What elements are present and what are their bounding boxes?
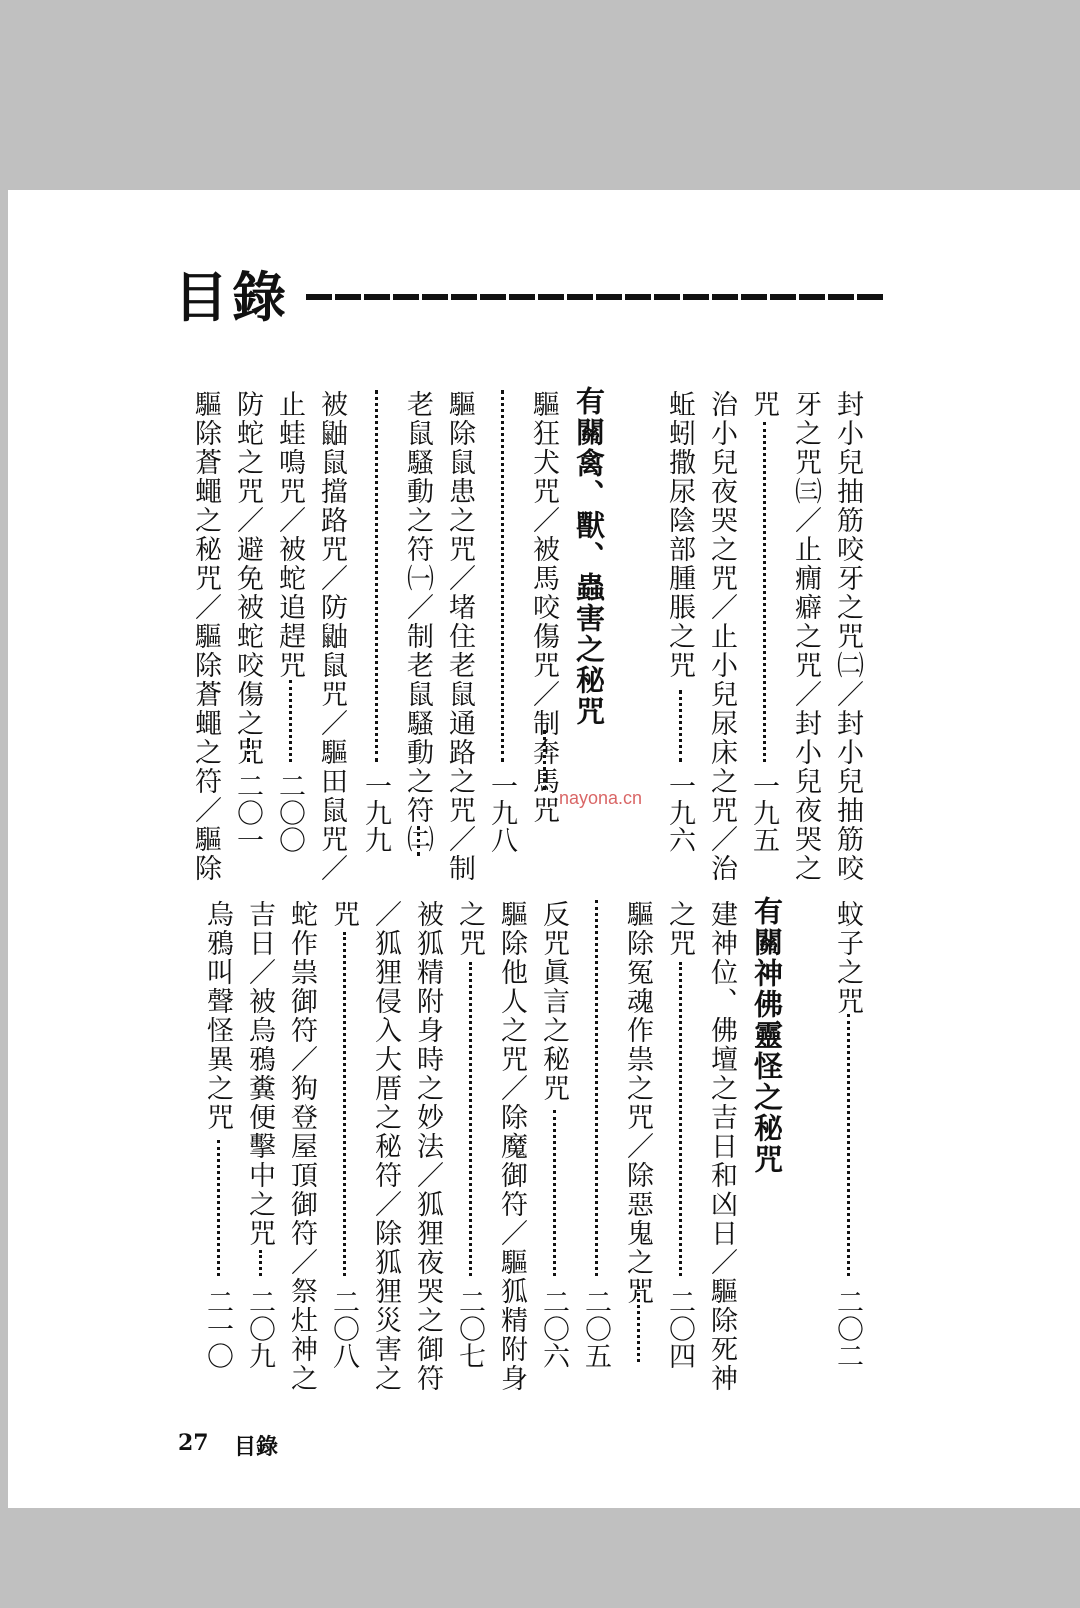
- leader-dots: [417, 826, 420, 856]
- leader-dots: [553, 1110, 556, 1276]
- page-number: 二一〇: [202, 1288, 233, 1369]
- toc-line-20: 驅除冤魂作祟之咒／除惡鬼之咒: [622, 900, 653, 1306]
- toc-line-9: 驅除鼠患之咒／堵住老鼠通路之咒／制: [444, 390, 475, 883]
- page-number: 一九八: [486, 772, 517, 853]
- page-title: 目錄: [174, 265, 290, 329]
- leader-dots: [289, 680, 292, 762]
- toc-line-14: 防蛇之咒／避免被蛇咬傷之咒: [232, 390, 263, 767]
- watermark-text: nayona.cn: [559, 788, 643, 808]
- toc-line-5: 蚯蚓撒尿陰部腫脹之咒: [664, 390, 695, 680]
- toc-line-7: 驅狂犬咒／被馬咬傷咒／制奔馬咒: [528, 390, 559, 825]
- leader-dots: [247, 738, 250, 762]
- page-number: 一九六: [664, 772, 695, 853]
- leader-dots: [637, 1286, 640, 1362]
- toc-line-3: 咒: [748, 390, 779, 419]
- page-number: 一九九: [360, 772, 391, 853]
- leader-dots: [847, 1014, 850, 1276]
- toc-line-13: 止蛙鳴咒／被蛇追趕咒: [274, 390, 305, 680]
- leader-dots: [469, 962, 472, 1276]
- leader-dots: [763, 422, 766, 762]
- leader-dots: [679, 690, 682, 762]
- page-number: 二〇一: [232, 772, 263, 853]
- toc-line-24: 之咒: [454, 900, 485, 958]
- toc-line-30: 烏鴉叫聲怪異之咒: [202, 900, 233, 1132]
- toc-line-23: 驅除他人之咒／除魔御符／驅狐精附身: [496, 900, 527, 1393]
- page-number: 二〇二: [832, 1288, 863, 1369]
- section-heading-animals: 有關禽、獸、蟲害之秘咒: [572, 386, 606, 727]
- toc-line-29: 吉日／被烏鴉糞便擊中之咒: [244, 900, 275, 1248]
- leader-dots: [375, 390, 378, 762]
- page-number: 二〇〇: [274, 772, 305, 853]
- toc-line-25: 被狐精附身時之妙法／狐狸夜哭之御符: [412, 900, 443, 1393]
- page-number: 一九五: [748, 772, 779, 853]
- toc-line-2: 牙之咒㈢／止癇癖之咒／封小兒夜哭之: [790, 390, 821, 883]
- toc-line-18: 建神位、佛壇之吉日和凶日／驅除死神: [706, 900, 737, 1393]
- section-heading-spirits: 有關神佛靈怪之秘咒: [750, 896, 784, 1175]
- toc-line-19: 之咒: [664, 900, 695, 958]
- toc-line-4: 治小兒夜哭之咒／止小兒尿床之咒／治: [706, 390, 737, 883]
- toc-line-10: 老鼠騷動之符㈠／制老鼠騷動之符㈡: [402, 390, 433, 854]
- toc-line-1: 封小兒抽筋咬牙之咒㈡／封小兒抽筋咬: [832, 390, 863, 883]
- leader-dots: [595, 900, 598, 1276]
- page-number: 二〇六: [538, 1288, 569, 1369]
- leader-dots: [259, 1250, 262, 1276]
- title-rule: [306, 294, 886, 300]
- book-page: [8, 190, 1080, 1508]
- page-number: 二〇四: [664, 1288, 695, 1369]
- footer-label: 目錄: [234, 1434, 279, 1460]
- leader-dots: [679, 962, 682, 1276]
- toc-line-26: ／狐狸侵入大厝之秘符／除狐狸災害之: [370, 900, 401, 1393]
- toc-line-22: 反咒眞言之秘咒: [538, 900, 569, 1103]
- leader-dots: [543, 730, 546, 790]
- page-number: 二〇九: [244, 1288, 275, 1369]
- leader-dots: [501, 390, 504, 762]
- toc-line-15: 驅除蒼蠅之秘咒／驅除蒼蠅之符／驅除: [190, 390, 221, 883]
- toc-line-27: 咒: [328, 900, 359, 929]
- leader-dots: [217, 1140, 220, 1276]
- page-number: 二〇七: [454, 1288, 485, 1369]
- footer-page-number: 27: [178, 1430, 209, 1456]
- page-number: 二〇五: [580, 1288, 611, 1369]
- toc-line-16: 蚊子之咒: [832, 900, 863, 1016]
- leader-dots: [343, 932, 346, 1276]
- page-number: 二〇八: [328, 1288, 359, 1369]
- toc-line-12: 被鼬鼠擋路咒／防鼬鼠咒／驅田鼠咒／: [316, 390, 347, 883]
- toc-line-28: 蛇作祟御符／狗登屋頂御符／祭灶神之: [286, 900, 317, 1393]
